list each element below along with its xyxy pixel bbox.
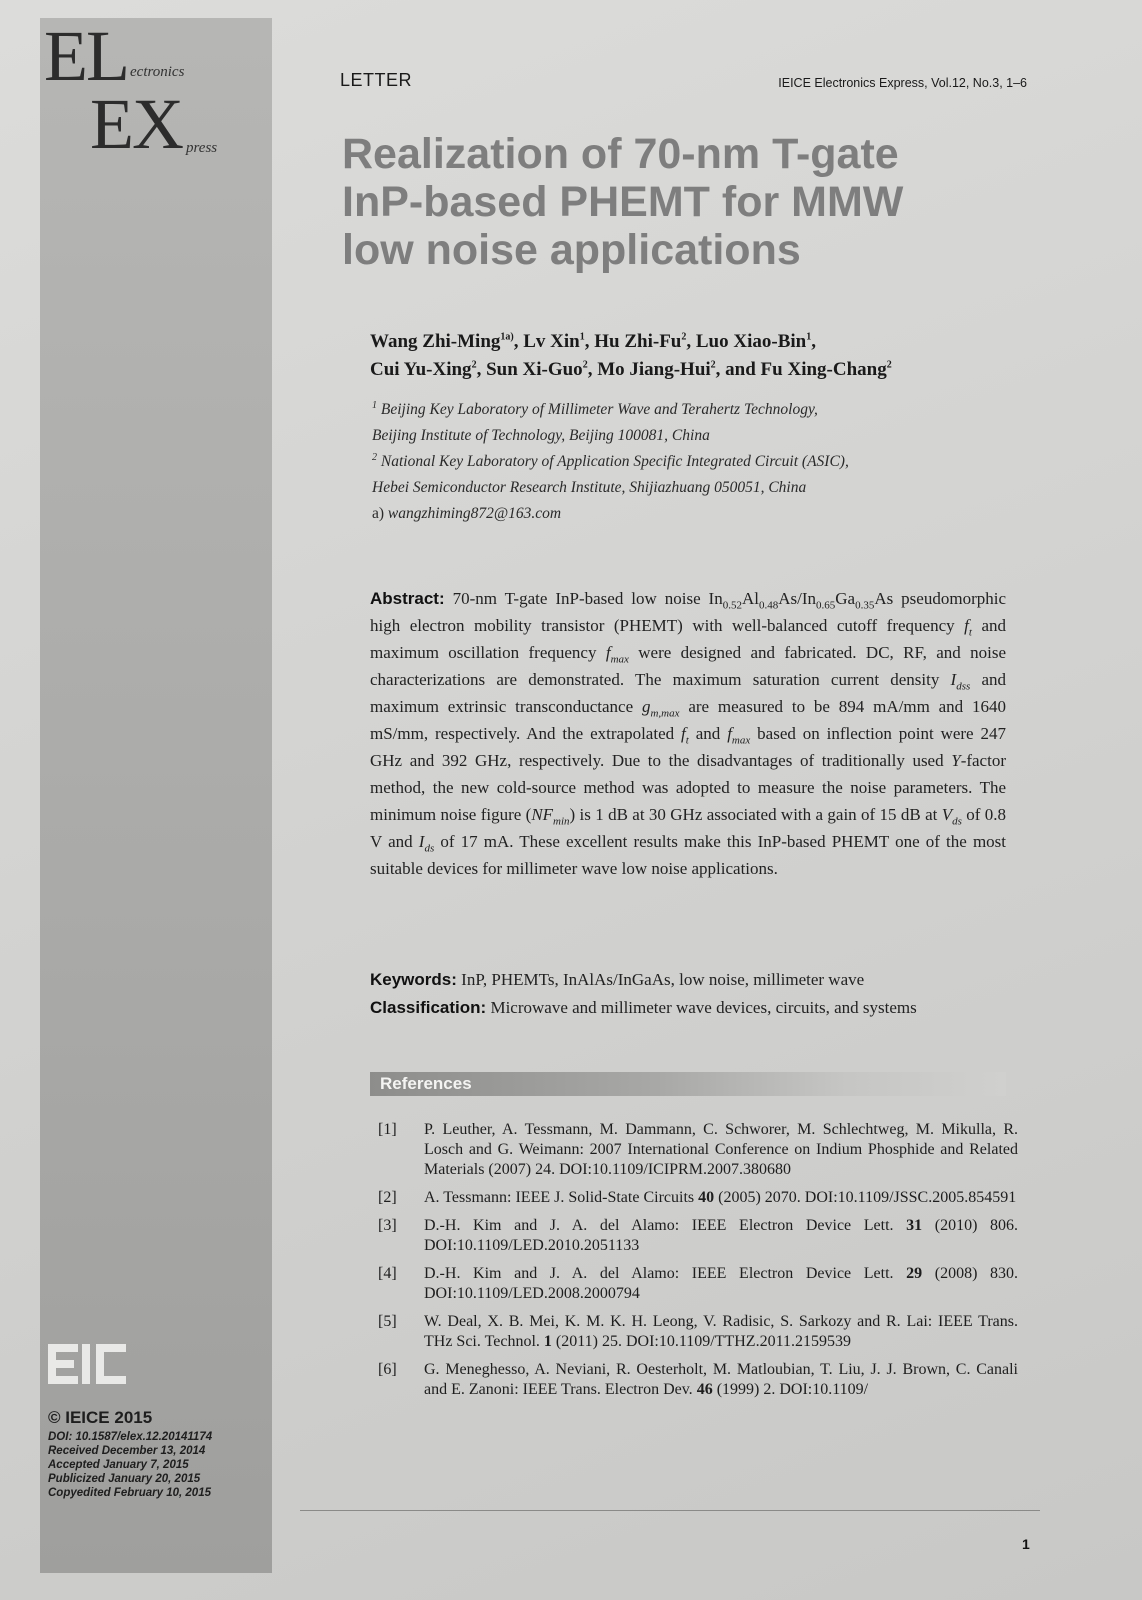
classification: Classification: Microwave and millimeter wave devices, circuits, and systems — [370, 998, 917, 1017]
affiliation-line: Beijing Institute of Technology, Beijing 100081, China — [372, 427, 710, 444]
keywords-label: Keywords: — [370, 970, 457, 989]
logo-el-suffix: ectronics — [130, 64, 185, 80]
footer-rule — [300, 1510, 1040, 1511]
page-number: 1 — [1022, 1536, 1030, 1552]
abstract: Abstract: 70-nm T-gate InP-based low noise $In_{0.52}Al_{0.48}As/In_{0.65}Ga_{0.35}As$ pseudomorphic high electron mobility transistor (PHEMT) with well-balanced cutoff frequency $f_t$ and maximum oscillation frequency $f_{max}$ were designed and fabricated. DC, RF, and noise characterizations are demonstrated. The maximum saturation current density $I_{dss}$ and maximum extrinsic transconductance $g_{m,max}$ are measured to be 894 mA/mm and 1640 mS/mm, respectively. And the extrapolated $f_t$ and $f_{max}$ based on inflection point were 247 GHz and 392 GHz, respectively. Due to the disadvantages of traditionally used Y-factor method, the new cold-source method was adopted to measure the noise parameters. The minimum noise figure $(NF_{min})$ is 1 dB at 30 GHz associated with a gain of 15 dB at $V_{ds}$ of 0.8 V and $I_{ds}$ of 17 mA. These excellent results make this InP-based PHEMT one of the most suitable devices for millimeter wave low noise applications. — [370, 589, 1007, 878]
title-line: low noise applications — [342, 226, 801, 274]
author: , Sun Xi-Guo — [476, 359, 583, 380]
affiliation-line: Hebei Semiconductor Research Institute, Shijiazhuang 050051, China — [372, 479, 807, 496]
reference-list — [378, 1120, 1018, 1408]
classification-label: Classification: — [370, 998, 487, 1017]
title-line: Realization of 70-nm T-gate — [342, 130, 899, 178]
logo-ex-suffix: press — [186, 140, 218, 156]
abstract-label: Abstract: — [370, 589, 445, 608]
affiliation-line: National Key Laboratory of Application Specific Integrated Circuit (ASIC), — [377, 453, 849, 470]
author: , Lv Xin — [513, 331, 580, 352]
journal-citation: IEICE Electronics Express, Vol.12, No.3, 1–6 — [778, 76, 1027, 90]
paper-title — [342, 130, 1042, 274]
affiliations: $^1$ Beijing Key Laboratory of Millimeter Wave and Terahertz Technology, Beijing Institute of Technology, Beijing 100081, China $^2$ National Key Laboratory of Application Specific Integrated Circuit (ASIC), Hebei Semiconductor Research Institute, Shijiazhuang 050051, China a) wangzhiming872@163.com — [372, 397, 1032, 527]
author: , Hu Zhi-Fu — [584, 331, 682, 352]
author: Cui Yu-Xing — [370, 359, 472, 380]
journal-logo — [44, 16, 274, 170]
references-heading-bar — [370, 1072, 1006, 1096]
author-list: Wang Zhi-Ming$^{1a)}$, Lv Xin$^1$, Hu Zhi-Fu$^2$, Luo Xiao-Bin$^1$, Cui Yu-Xing$^2$, Sun Xi-Guo$^2$, Mo Jiang-Hui$^2$, and Fu Xing-Chang$^2$ — [370, 331, 892, 380]
affiliation-line: Beijing Key Laboratory of Millimeter Wave and Terahertz Technology, — [377, 401, 818, 418]
received-date: Received December 13, 2014 — [48, 1445, 206, 1457]
references-heading: References — [380, 1074, 472, 1093]
copyedited-date: Copyedited February 10, 2015 — [48, 1487, 211, 1499]
reference-item: [1] P. Leuther, A. Tessmann, M. Dammann, C. Schworer, M. Schlechtweg, M. Mikulla, R. Losch and G. Weimann: 2007 International Conference on Indium Phosphide and Related Materials (2007) 24. DOI:10.1109/ICIPRM.2007.380680 — [378, 1121, 1018, 1178]
doi: DOI: 10.1587/elex.12.20141174 — [48, 1431, 213, 1443]
reference-item: [4] D.-H. Kim and J. A. del Alamo: IEEE Electron Device Lett. 29 (2008) 830. DOI:10.1109/LED.2008.2000794 — [378, 1265, 1019, 1302]
logo-ex: EX — [90, 84, 182, 164]
logo-el: EL — [44, 16, 128, 96]
reference-item: [5] W. Deal, X. B. Mei, K. M. K. H. Leong, V. Radisic, S. Sarkozy and R. Lai: IEEE Trans. THz Sci. Technol. 1 (2011) 25. DOI:10.1109/TTHZ.2011.2159539 — [378, 1313, 1018, 1350]
eic-publisher-logo — [46, 1340, 130, 1388]
publicized-date: Publicized January 20, 2015 — [48, 1473, 201, 1485]
author: Wang Zhi-Ming — [370, 331, 501, 352]
title-line: InP-based PHEMT for MMW — [342, 178, 904, 226]
section-label: LETTER — [340, 70, 413, 90]
author-email: wangzhiming872@163.com — [387, 505, 562, 522]
author: , Mo Jiang-Hui — [587, 359, 711, 380]
publication-meta — [48, 1408, 278, 1500]
keywords: Keywords: InP, PHEMTs, InAlAs/InGaAs, low noise, millimeter wave — [370, 970, 865, 989]
accepted-date: Accepted January 7, 2015 — [48, 1459, 189, 1471]
reference-item: [2] A. Tessmann: IEEE J. Solid-State Circuits 40 (2005) 2070. DOI:10.1109/JSSC.2005.854591 — [378, 1189, 1017, 1206]
copyright: © IEICE 2015 — [48, 1408, 153, 1427]
author: , and Fu Xing-Chang — [715, 359, 887, 380]
reference-item: [3] D.-H. Kim and J. A. del Alamo: IEEE Electron Device Lett. 31 (2010) 806. DOI:10.1109/LED.2010.2051133 — [378, 1217, 1019, 1254]
author: , Luo Xiao-Bin — [686, 331, 807, 352]
reference-item: [6] G. Meneghesso, A. Neviani, R. Oesterholt, M. Matloubian, T. Liu, J. J. Brown, C. Canali and E. Zanoni: IEEE Trans. Electron Dev. 46 (1999) 2. DOI:10.1109/ — [378, 1361, 1018, 1398]
